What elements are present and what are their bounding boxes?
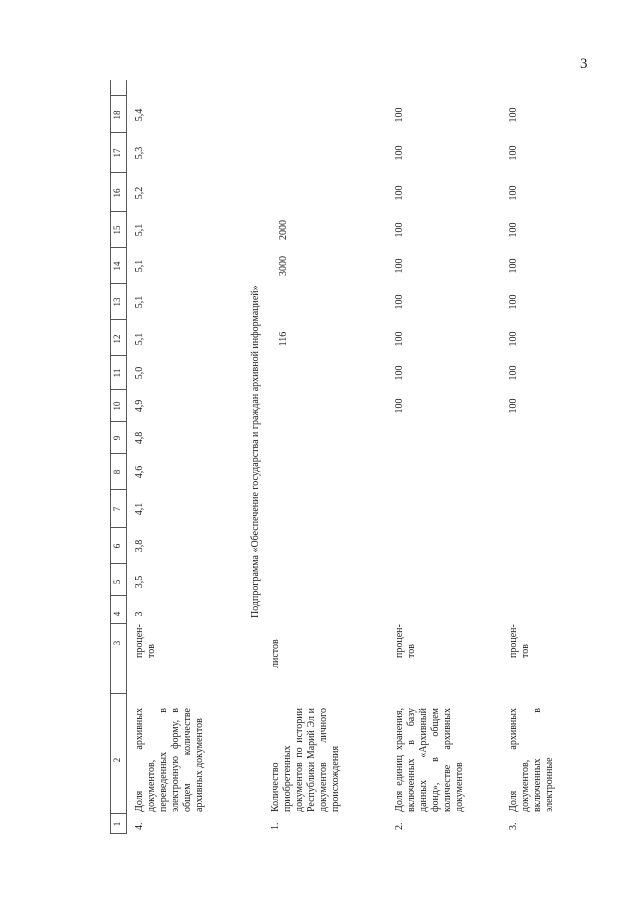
value-cell: 100	[394, 398, 405, 414]
header-cell: 7	[112, 506, 122, 512]
value-cell: 116	[278, 331, 289, 347]
header-cell: 10	[112, 401, 122, 411]
value-cell: 5,1	[134, 223, 145, 237]
value-cell: 100	[394, 331, 405, 347]
header-bottom-border	[126, 80, 127, 834]
value-cell: 100	[394, 107, 405, 123]
value-cell: 100	[394, 185, 405, 201]
value-cell: 5,3	[134, 146, 145, 160]
header-separator	[110, 563, 126, 564]
value-cell: 4,9	[134, 399, 145, 413]
value-cell: 100	[394, 145, 405, 161]
header-cell: 6	[112, 543, 122, 549]
header-separator	[110, 95, 126, 96]
header-separator	[110, 527, 126, 528]
value-cell: 100	[508, 185, 519, 201]
unit: процен-тов	[134, 624, 157, 658]
value-cell: 5,2	[134, 186, 145, 200]
header-separator	[110, 595, 126, 596]
header-separator	[110, 247, 126, 248]
header-cell: 3	[112, 640, 122, 646]
unit: листов	[270, 639, 281, 668]
value-cell: 100	[394, 258, 405, 274]
value-cell: 5,1	[134, 295, 145, 309]
value-cell: 100	[508, 398, 519, 414]
row-number: 2.	[394, 822, 405, 830]
header-separator	[110, 389, 126, 390]
header-cell: 17	[112, 148, 122, 158]
header-separator	[110, 489, 126, 490]
header-separator	[110, 211, 126, 212]
header-cell: 18	[112, 110, 122, 120]
value-cell: 100	[508, 331, 519, 347]
header-separator	[110, 813, 126, 814]
value-cell: 4,6	[134, 465, 145, 479]
value-cell: 2000	[278, 220, 289, 240]
value-cell: 100	[394, 222, 405, 238]
unit: процен-тов	[394, 624, 417, 658]
value-cell: 100	[508, 294, 519, 310]
header-cell: 13	[112, 297, 122, 307]
header-separator	[110, 623, 126, 624]
value-cell: 3,5	[134, 575, 145, 589]
header-cell: 11	[112, 368, 122, 378]
header-cell: 8	[112, 469, 122, 475]
value-cell: 5,0	[134, 366, 145, 380]
header-cell: 16	[112, 188, 122, 198]
value-cell: 5,1	[134, 332, 145, 346]
page-number: 3	[580, 56, 588, 72]
data-table	[110, 80, 639, 834]
value-cell: 5,1	[134, 259, 145, 273]
header-separator	[110, 453, 126, 454]
row-number: 1.	[270, 822, 281, 830]
subprogram-title: Подпрограмма «Обеспечение государства и граждан архивной информацией»	[250, 285, 261, 618]
header-cell: 12	[112, 334, 122, 344]
table-top-border	[110, 80, 111, 834]
value-cell: 4,8	[134, 431, 145, 445]
value-cell: 100	[508, 365, 519, 381]
header-cell: 5	[112, 579, 122, 585]
value-cell: 3,8	[134, 539, 145, 553]
row-number: 3.	[508, 822, 519, 830]
header-separator	[110, 132, 126, 133]
header-separator	[110, 283, 126, 284]
value-cell: 100	[508, 145, 519, 161]
row-number: 4.	[134, 822, 145, 830]
header-separator	[110, 693, 126, 694]
header-cell: 2	[112, 757, 122, 763]
value-cell: 100	[394, 294, 405, 310]
value-cell: 100	[394, 365, 405, 381]
header-separator	[110, 172, 126, 173]
indicator-name: Доля единиц хранения, включенных в базу данных «Архивный фонд», в общем количестве архивных документов	[394, 708, 465, 812]
unit: процен-тов	[508, 624, 531, 658]
header-separator	[110, 421, 126, 422]
header-cell: 14	[112, 261, 122, 271]
indicator-name: Доля архивных документов, переведенных в электронную форму, в общем количестве архивных документов	[134, 708, 205, 812]
header-cell: 1	[112, 821, 122, 827]
header-separator	[110, 319, 126, 320]
value-cell: 100	[508, 258, 519, 274]
header-cell: 4	[112, 611, 122, 617]
value-cell: 100	[508, 107, 519, 123]
value-cell: 3000	[278, 256, 289, 276]
value-cell: 3	[134, 611, 145, 617]
indicator-name: Количество приобретенных документов по истории Республики Марий Эл и документов личного происхождения	[270, 708, 341, 812]
header-separator	[110, 833, 126, 834]
value-cell: 100	[508, 222, 519, 238]
indicator-name: Доля архивных документов, включенных в электронные	[508, 708, 555, 812]
value-cell: 5,4	[134, 108, 145, 122]
header-cell: 9	[112, 435, 122, 441]
value-cell: 4,1	[134, 502, 145, 516]
header-separator	[110, 355, 126, 356]
header-cell: 15	[112, 225, 122, 235]
